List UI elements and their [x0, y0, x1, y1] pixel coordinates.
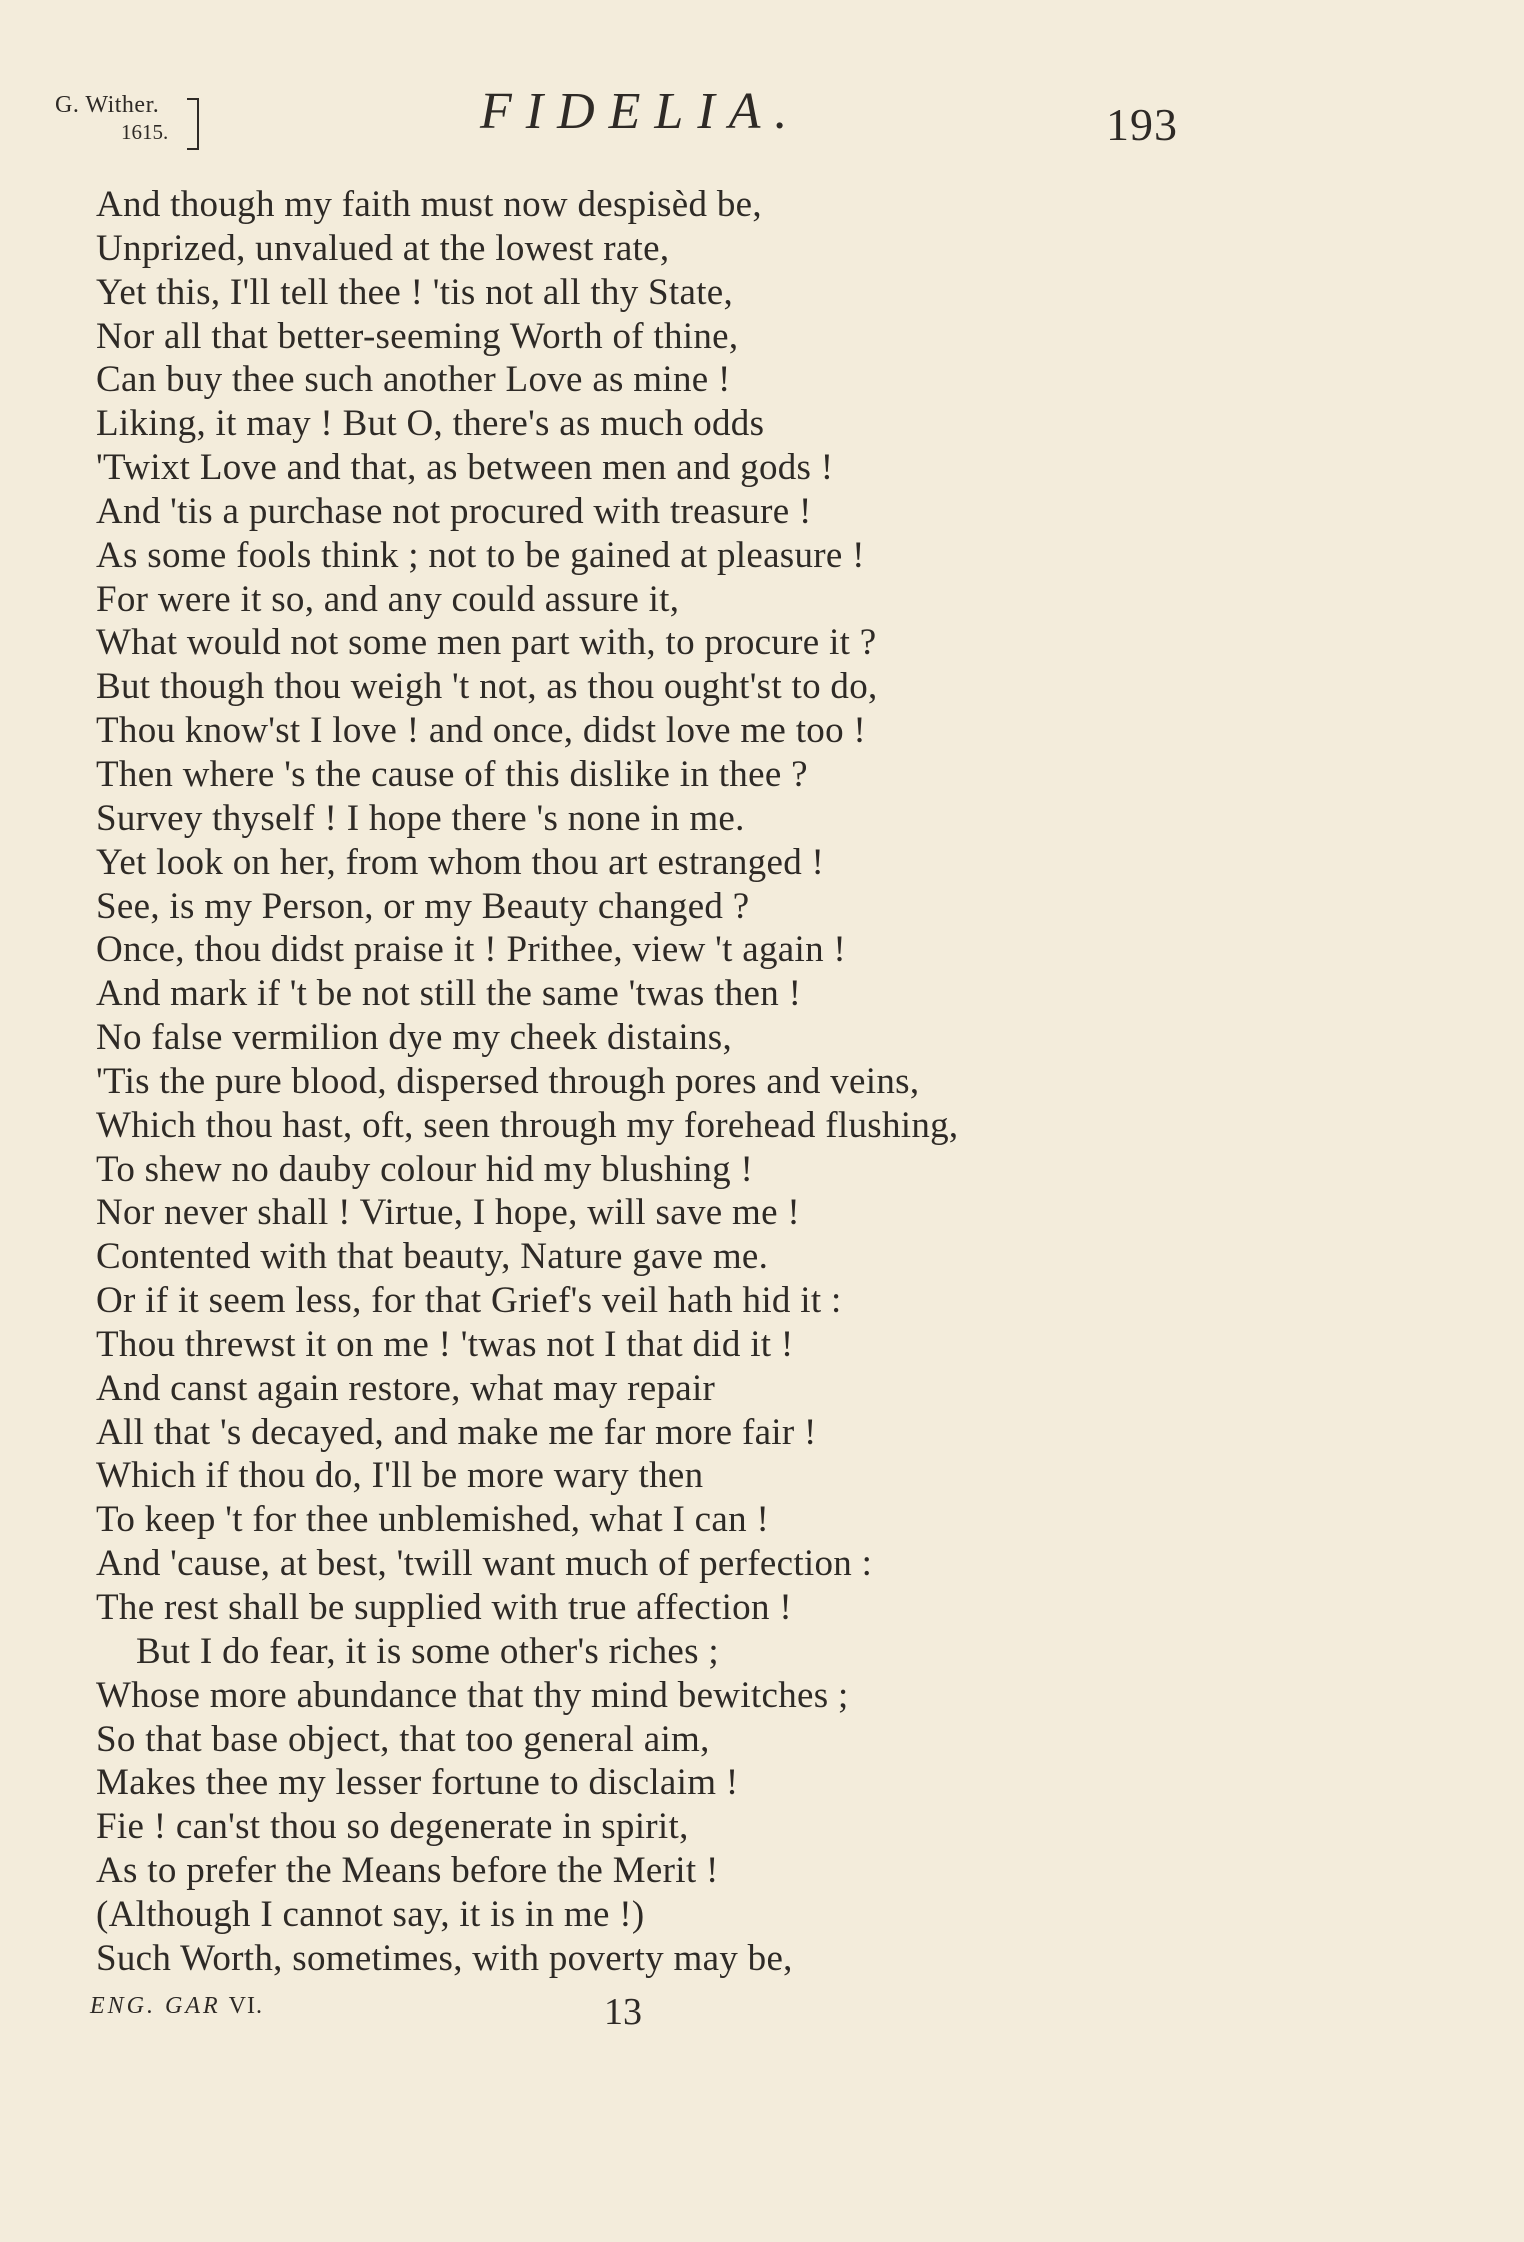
poem-line: Yet this, I'll tell thee ! 'tis not all thy State,: [96, 271, 734, 313]
poem-line: Unprized, unvalued at the lowest rate,: [96, 227, 670, 269]
poem-line: And 'cause, at best, 'twill want much of perfection :: [96, 1543, 873, 1585]
poem-line: And canst again restore, what may repair: [96, 1367, 716, 1409]
poem-line: And though my faith must now despisèd be,: [96, 184, 762, 225]
running-title: FIDELIA.: [480, 83, 802, 140]
poem-line: So that base object, that too general aim,: [96, 1718, 710, 1760]
poem-line: To shew no dauby colour hid my blushing !: [96, 1148, 754, 1190]
poem-line: Whose more abundance that thy mind bewitches ;: [96, 1674, 849, 1716]
poem-line: But I do fear, it is some other's riches ;: [136, 1630, 719, 1672]
poem-line: To keep 't for thee unblemished, what I can !: [96, 1499, 770, 1541]
poem-line: Yet look on her, from whom thou art estranged !: [96, 841, 825, 883]
volume-number: VI.: [228, 1993, 263, 2019]
running-head-author: [55, 92, 205, 152]
poem-line: The rest shall be supplied with true affection !: [96, 1587, 792, 1628]
poem-line: Makes thee my lesser fortune to disclaim !: [96, 1762, 739, 1804]
poem-line: Nor never shall ! Virtue, I hope, will save me !: [96, 1192, 801, 1234]
poem-line: Thou know'st I love ! and once, didst love me too !: [96, 710, 867, 752]
poem-line: Which if thou do, I'll be more wary then: [96, 1455, 704, 1497]
publication-year: 1615.: [121, 120, 169, 144]
poem-line: 'Tis the pure blood, dispersed through pores and veins,: [96, 1060, 920, 1102]
poem-line: Which thou hast, oft, seen through my forehead flushing,: [96, 1104, 959, 1146]
poem-text: [96, 183, 1416, 1981]
signature-mark: [90, 1993, 263, 2020]
poem-line: Contented with that beauty, Nature gave me.: [96, 1236, 769, 1278]
poem-line: Or if it seem less, for that Grief's veil hath hid it :: [96, 1280, 842, 1322]
page-number: 193: [1106, 99, 1178, 150]
poem-line: See, is my Person, or my Beauty changed ?: [96, 885, 750, 927]
poem-line: All that 's decayed, and make me far more fair !: [96, 1411, 817, 1453]
poem-line: And mark if 't be not still the same 'twas then !: [96, 973, 802, 1015]
author-name: G. Wither.: [55, 92, 160, 118]
signature-abbrev: ENG. GAR: [90, 1993, 221, 2019]
poem-line: Such Worth, sometimes, with poverty may be,: [96, 1937, 793, 1979]
poem-line: Then where 's the cause of this dislike in thee ?: [96, 753, 808, 795]
poem-line: For were it so, and any could assure it,: [96, 578, 680, 620]
poem-line: 'Twixt Love and that, as between men and gods !: [96, 447, 834, 489]
poem-line: Liking, it may ! But O, there's as much odds: [96, 403, 765, 445]
poem-line: No false vermilion dye my cheek distains,: [96, 1017, 733, 1059]
poem-line: Thou threwst it on me ! 'twas not I that did it !: [96, 1323, 794, 1365]
poem-line: As to prefer the Means before the Merit !: [96, 1850, 719, 1892]
poem-line: Can buy thee such another Love as mine !: [96, 359, 731, 401]
poem-line: Once, thou didst praise it ! Prithee, view 't again !: [96, 929, 847, 971]
gathering-number: 13: [604, 1991, 642, 2033]
poem-line: As some fools think ; not to be gained at pleasure !: [96, 534, 865, 576]
poem-line: (Although I cannot say, it is in me !): [96, 1893, 645, 1935]
poem-line: Survey thyself ! I hope there 's none in me.: [96, 797, 745, 839]
poem-line: But though thou weigh 't not, as thou ought'st to do,: [96, 666, 878, 708]
poem-line: Nor all that better-seeming Worth of thine,: [96, 315, 739, 357]
bracket-mark: [187, 98, 199, 150]
poem-line: And 'tis a purchase not procured with treasure !: [96, 490, 812, 532]
poem-line: What would not some men part with, to procure it ?: [96, 622, 877, 664]
poem-line: Fie ! can'st thou so degenerate in spirit,: [96, 1806, 689, 1848]
